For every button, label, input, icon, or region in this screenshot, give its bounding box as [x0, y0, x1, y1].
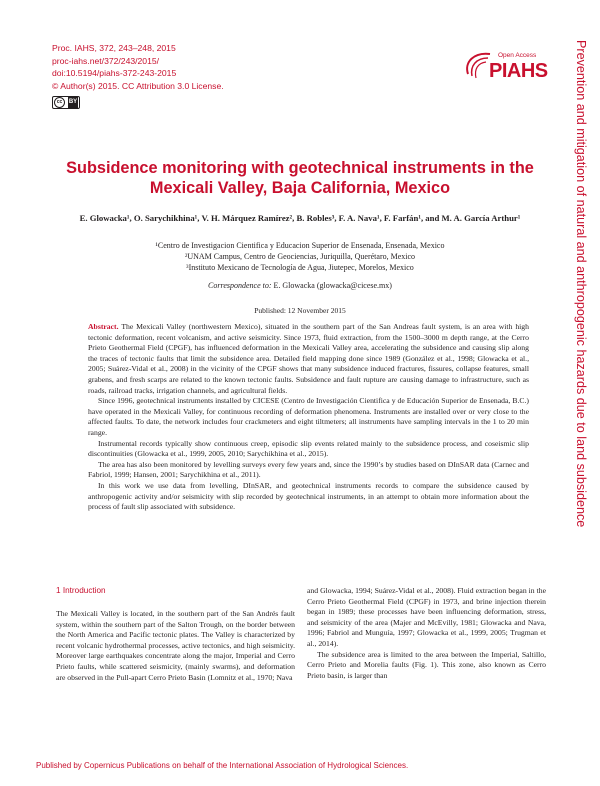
author-list: E. Glowacka¹, O. Sarychikhina¹, V. H. Márquez Ramírez², B. Robles³, F. A. Nava¹, F. Farfán¹, and M. A. García Arthur¹ — [79, 213, 521, 223]
license: © Author(s) 2015. CC Attribution 3.0 License. — [52, 80, 224, 91]
affiliations — [60, 240, 540, 273]
body-paragraph: The subsidence area is limited to the area between the Imperial, Saltillo, Cerro Prieto and Morelia faults (Fig. 1). This zone, also known as Cerro Prieto basin, is larger than — [307, 649, 546, 680]
abstract-paragraph: In this work we use data from levelling, DInSAR, and geotechnical instruments records to compare the subsidence caused by anthropogenic activity and/or seismicity with slip recorded by geotechnical instruments, in an attempt to obtain more information about the process of fault slip associated with subsidence. — [88, 480, 529, 512]
abstract-label: Abstract. — [88, 322, 119, 331]
logo-name: PIAHS — [489, 60, 548, 82]
doi[interactable]: doi:10.5194/piahs-372-243-2015 — [52, 68, 177, 79]
affiliation-3: ³Instituto Mexicano de Tecnología de Agua, Jiutepec, Morelos, Mexico — [186, 263, 414, 272]
body-column-left — [56, 609, 295, 683]
correspondence-label: Correspondence to: — [208, 281, 272, 290]
abstract — [88, 322, 529, 513]
cc-by-license-icon — [52, 96, 80, 109]
open-access-label: Open Access — [498, 52, 537, 59]
correspondence-email[interactable]: E. Glowacka (glowacka@cicese.mx) — [273, 281, 392, 290]
published-date: Published: 12 November 2015 — [254, 306, 346, 315]
journal-url[interactable]: proc-iahs.net/372/243/2015/ — [52, 55, 160, 66]
cc-icon: cc — [54, 97, 65, 108]
publisher-footer: Published by Copernicus Publications on behalf of the International Association of Hydrological Sciences. — [36, 761, 409, 770]
journal-citation: Proc. IAHS, 372, 243–248, 2015 — [52, 43, 176, 53]
article-metadata — [52, 42, 224, 92]
abstract-paragraph: Instrumental records typically show continuous creep, episodic slip events related mainly to the subsidence process, and coseismic slip discontinuities (Glowacka et al., 1999, 2005, 2010; Sarychikhina et al., 2015). — [88, 438, 529, 459]
by-icon: BY — [68, 97, 78, 108]
abstract-paragraph: Abstract. The Mexicali Valley (northwestern Mexico), situated in the southern part of the San Andreas fault system, is an area with high tectonic deformation, recent volcanism, and active seismicity. Since 1973, fluid extraction, from the 1500–3000 m depth range, at the Cerro Prieto Geothermal Field (CPGF), has influenced deformation in the Mexicali Valley area, accelerating the subsidence and causing slip along the traces of tectonic faults that limit the subsidence area. Detailed field mapping done since 1989 (González et al., 1998; Glowacka et al., 2005; Suárez-Vidal et al., 2008) in the vicinity of the CPGF shows that many subsidence induced fractures, fissures, collapse features, small grabens, and fresh scarps are related to the known tectonic faults. Subsidence and fault rupture are causing damage to infrastructure, such as roads, railroad tracks, irrigation channels, and agricultural fields. — [88, 322, 529, 395]
piahs-logo — [460, 48, 550, 88]
paper-title: Subsidence monitoring with geotechnical instruments in the Mexicali Valley, Baja California, Mexico — [66, 159, 534, 197]
section-heading-introduction: 1 Introduction — [56, 586, 106, 595]
body-paragraph: and Glowacka, 1994; Suárez-Vidal et al., 2008). Fluid extraction began in the Cerro Prieto Geothermal Field (CPGF) in 1973, and brine injection therein began in 1989; these processes have been influencing deformation, stress, and seismicity of the area (Majer and McEvilly, 1981; Glowacka and Nava, 1996; Fabriol and Munguía, 1997; Glowacka et al., 1999, 2005; Trugman et al., 2014). — [307, 586, 546, 648]
body-column-right — [307, 586, 546, 681]
abstract-paragraph: The area has also been monitored by levelling surveys every few years and, since the 1990’s by studies based on DInSAR data (Carnec and Fabriol, 1999; Hansen, 2001; Sarychikhina et al., 2011). — [88, 459, 529, 480]
abstract-paragraph: Since 1996, geotechnical instruments installed by CICESE (Centro de Investigación Cientifica y de Educación Superior de Ensenada, B.C.) have operated in the Mexicali Valley, for continuous recording of deformation phenomena. Instruments are installed over or very close to the affected faults. To date, the network includes four crackmeters and eight tiltmeters; all instruments have sampling intervals in the 1 to 20 min range. — [88, 396, 529, 437]
affiliation-1: ¹Centro de Investigacion Cientifica y Educacion Superior de Ensenada, Ensenada, Mexico — [155, 241, 445, 250]
affiliation-2: ²UNAM Campus, Centro de Geociencias, Juriquilla, Querétaro, Mexico — [184, 252, 416, 261]
series-title: Prevention and mitigation of natural and anthropogenic hazards due to land subsidence — [574, 40, 588, 528]
series-sidebar — [570, 0, 592, 786]
correspondence — [60, 281, 540, 290]
body-paragraph: The Mexicali Valley is located, in the southern part of the San Andrés fault system, within the southern part of the Salton Trough, on the border between the North America and Pacific tectonic plates. The Valley is characterized by recent volcanic hydrothermal processes, active tectonics, and high seismicity. Moreover large earthquakes concentrate along the major, Imperial and Cerro Prieto faults, while scattered seismicity, (mainly swarms), and deformation are observed in the Pull-apart Cerro Prieto Basin (Lomnitz et al., 1970; Nava — [56, 609, 295, 682]
